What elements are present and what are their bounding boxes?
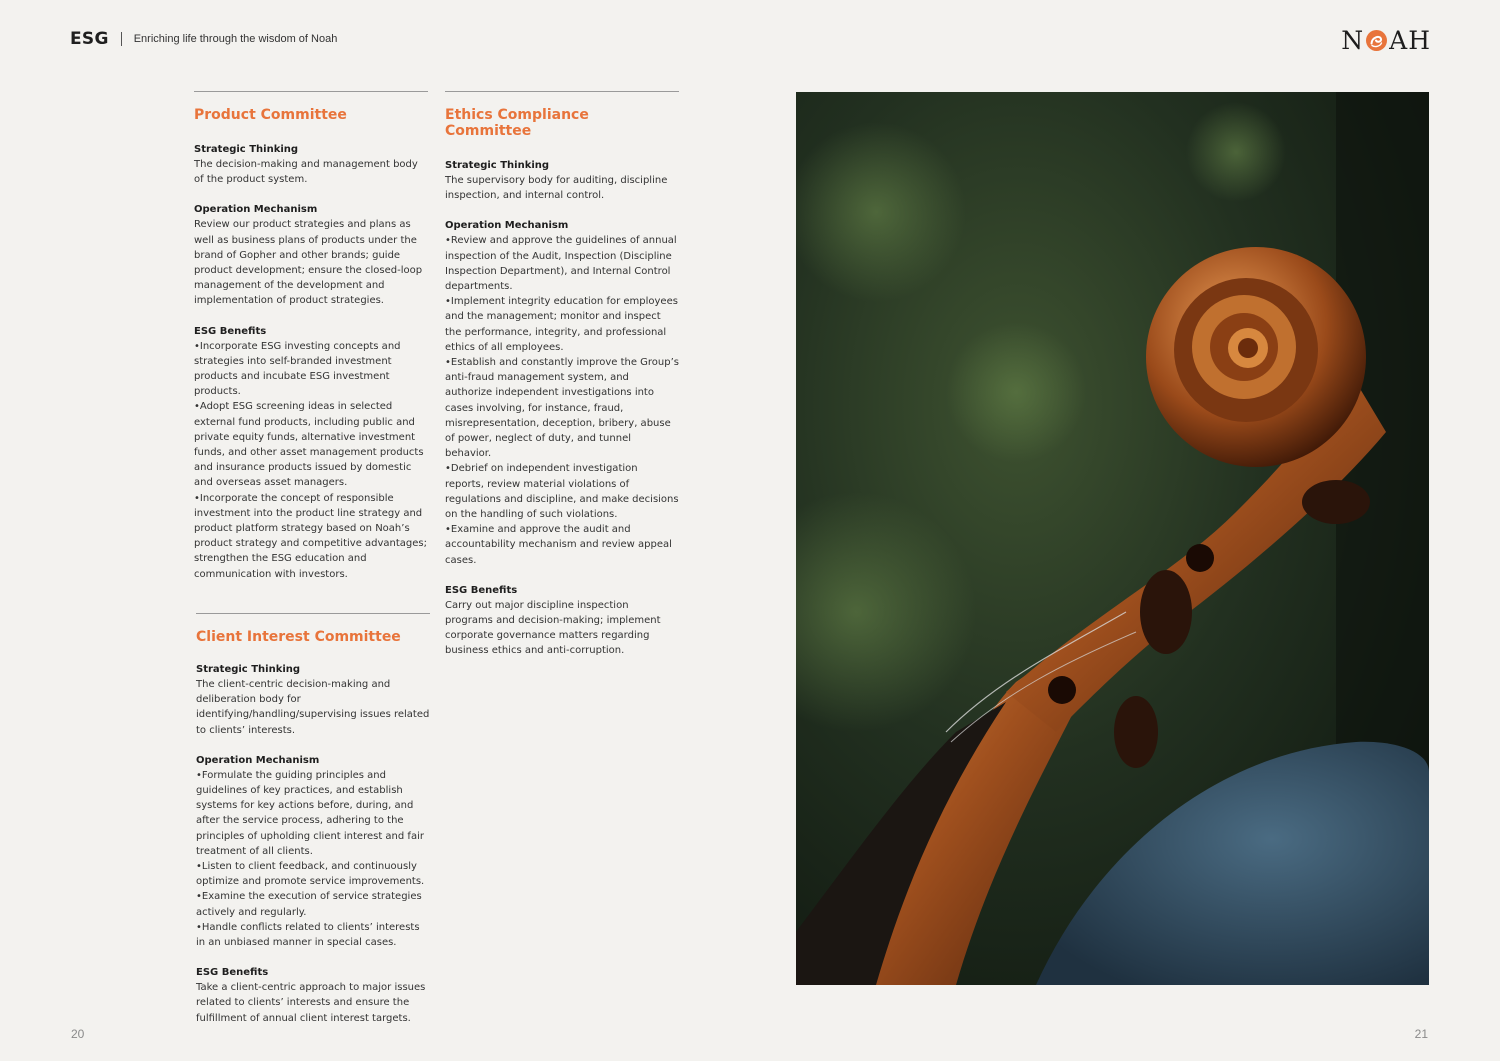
operation-mechanism-section <box>445 218 679 567</box>
esg-benefits-section <box>194 324 428 582</box>
section-heading: Operation Mechanism <box>194 204 318 216</box>
section-rule <box>194 91 428 92</box>
bullet-item: •Review and approve the guidelines of annual inspection of the Audit, Inspection (Discipline Inspection Department), and Internal Control departments. <box>445 235 677 293</box>
section-heading: Strategic Thinking <box>194 144 299 155</box>
violin-scroll-photo <box>796 92 1429 985</box>
bullet-item: •Incorporate ESG investing concepts and strategies into self-branded investment products and incubate ESG investment products. <box>194 340 401 398</box>
section-heading: Operation Mechanism <box>445 220 569 232</box>
section-text: Take a client-centric approach to major issues related to clients’ interests and ensure the fulfillment of annual client interest targets. <box>196 982 426 1024</box>
strategic-thinking-section <box>196 662 430 738</box>
esg-benefits-section <box>196 965 430 1026</box>
page-number-right: 21 <box>1414 1027 1428 1041</box>
noah-logo <box>1341 26 1431 55</box>
section-text: The decision-making and management body of the product system. <box>194 159 418 186</box>
bullet-item: •Examine the execution of service strategies actively and regularly. <box>196 891 422 918</box>
logo-letters-ah: AH <box>1389 26 1431 55</box>
header-divider <box>121 32 122 46</box>
section-heading: ESG Benefits <box>196 967 269 979</box>
logo-letter-n: N <box>1341 26 1365 55</box>
committee-title: Product Committee <box>194 107 347 123</box>
bullet-item: •Implement integrity education for employees and the management; monitor and inspect the performance, integrity, and professional ethics of all employees. <box>445 296 678 353</box>
ethics-compliance-committee <box>445 91 679 659</box>
product-committee <box>194 91 428 582</box>
report-header <box>70 29 337 49</box>
client-interest-committee <box>196 613 430 1026</box>
bullet-item: •Debrief on independent investigation reports, review material violations of regulations and discipline, and make decisions on the handling of such violations. <box>445 463 679 521</box>
logo-o-mark-icon <box>1365 29 1388 52</box>
operation-mechanism-section <box>196 753 430 950</box>
section-heading: Strategic Thinking <box>196 664 301 675</box>
bullet-item: •Incorporate the concept of responsible investment into the product line strategy and product platform strategy based on Noah’s product strategy and competitive advantages; strengthen the ESG education and communication with investors. <box>194 492 428 580</box>
section-rule <box>196 613 430 614</box>
bullet-item: •Examine and approve the audit and accountability mechanism and review appeal cases. <box>445 524 672 566</box>
bullet-item: •Listen to client feedback, and continuously optimize and promote service improvements. <box>196 861 425 888</box>
page-number-left: 20 <box>71 1027 85 1041</box>
header-tagline: Enriching life through the wisdom of Noah <box>133 33 338 45</box>
section-heading: ESG Benefits <box>445 584 518 596</box>
section-rule <box>445 91 679 92</box>
section-text: Carry out major discipline inspection programs and decision-making; implement corporate governance matters regarding business ethics and anti-corruption. <box>445 599 661 657</box>
committee-title: Ethics Compliance Committee <box>445 107 589 139</box>
section-text: The client-centric decision-making and deliberation body for identifying/handling/supervising issues related to clients’ interests. <box>196 679 430 736</box>
bullet-item: •Adopt ESG screening ideas in selected external fund products, including public and private equity funds, alternative investment funds, and other asset management products and insurance products issued by domestic and overseas asset managers. <box>194 401 424 489</box>
bullet-item: •Handle conflicts related to clients’ interests in an unbiased manner in special cases. <box>196 921 420 949</box>
strategic-thinking-section <box>445 158 679 203</box>
bullet-item: •Formulate the guiding principles and guidelines of key practices, and establish systems for key actions before, during, and after the service process, adhering to the principles of upholding client interest and fair treatment of all clients. <box>196 769 424 857</box>
esg-benefits-section <box>445 583 679 659</box>
strategic-thinking-section <box>194 142 428 187</box>
section-heading: Strategic Thinking <box>445 160 550 171</box>
esg-mark: ESG <box>70 29 109 49</box>
section-text: Review our product strategies and plans as well as business plans of products under the brand of Gopher and other brands; guide product development; ensure the closed-loop management of the development and implementation of product strategies. <box>194 219 423 307</box>
section-text: The supervisory body for auditing, discipline inspection, and internal control. <box>445 175 668 202</box>
operation-mechanism-section <box>194 202 428 308</box>
bullet-item: •Establish and constantly improve the Group’s anti-fraud management system, and authorize independent investigations into cases involving, for instance, fraud, misrepresentation, deception, bribery, abuse of power, neglect of duty, and tunnel behavior. <box>445 357 679 460</box>
section-heading: ESG Benefits <box>194 325 267 337</box>
section-heading: Operation Mechanism <box>196 754 320 766</box>
committee-title: Client Interest Committee <box>196 629 401 645</box>
